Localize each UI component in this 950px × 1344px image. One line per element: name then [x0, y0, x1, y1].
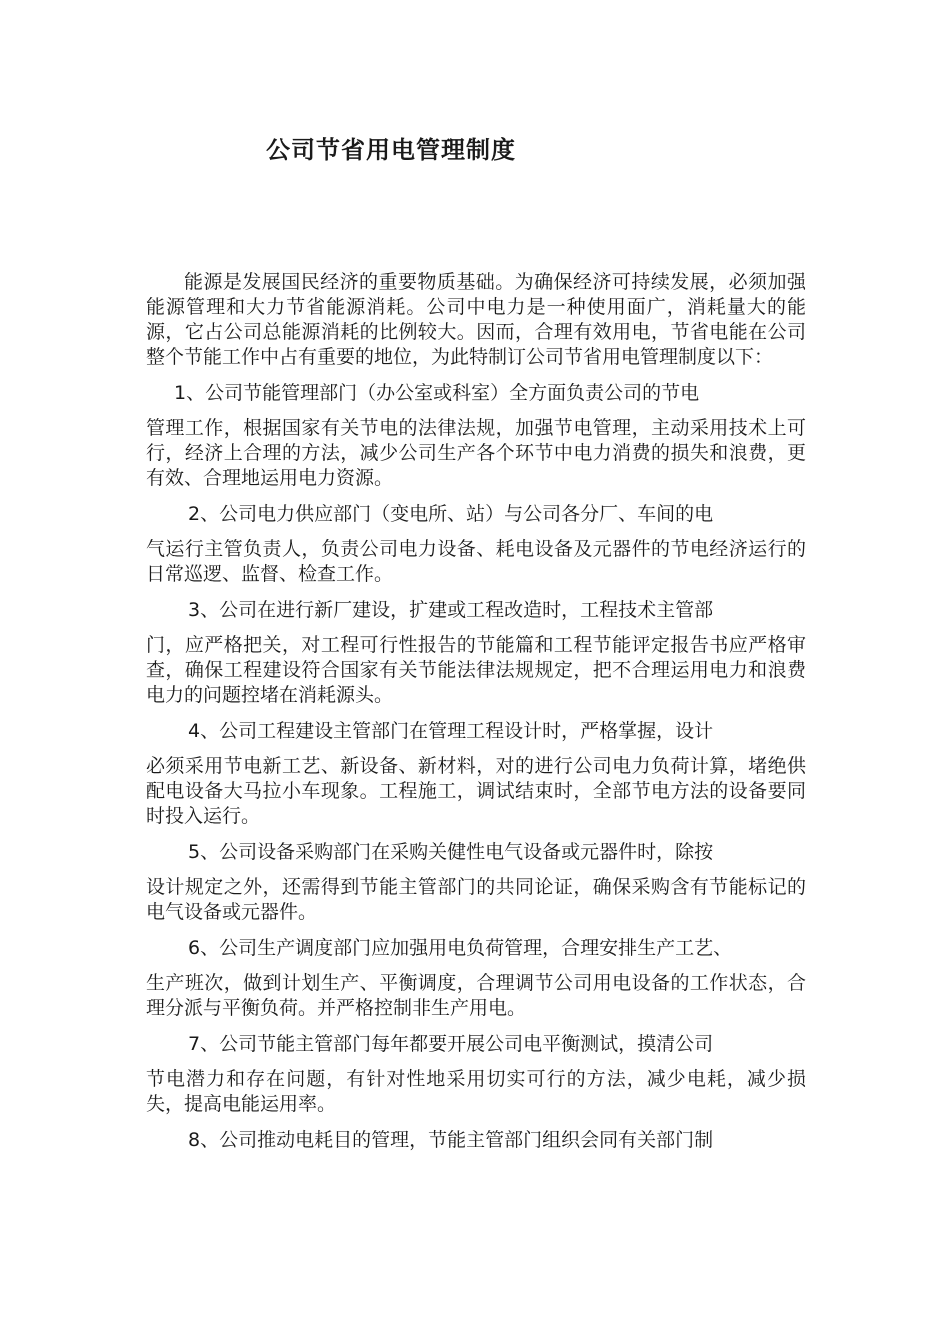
list-item-continuation: 门，应严格把关，对工程可行性报告的节能篇和工程节能评定报告书应严格审查，确保工程建设符合国家有关节能法律法规规定，把不合理运用电力和浪费电力的问题控堵在消耗源头。	[146, 634, 806, 706]
list-item-first-line: 2、公司电力供应部门（变电所、站）与公司各分厂、车间的电	[188, 503, 714, 525]
document-body	[146, 270, 806, 1163]
list-item	[146, 1128, 806, 1153]
list-item-first-line: 5、公司设备采购部门在采购关健性电气设备或元器件时，除按	[188, 841, 714, 863]
list-item	[146, 598, 806, 708]
list-item-continuation: 必须采用节电新工艺、新设备、新材料，对的进行公司电力负荷计算，堵绝供配电设备大马拉小车现象。工程施工，调试结束时，全部节电方法的设备要同时投入运行。	[146, 755, 806, 827]
list-item-first-line: 7、公司节能主管部门每年都要开展公司电平衡测试，摸清公司	[188, 1033, 714, 1055]
list-item-first-line: 4、公司工程建设主管部门在管理工程设计时，严格掌握，设计	[188, 720, 714, 742]
list-item-first-line: 8、公司推动电耗目的管理，节能主管部门组织会同有关部门制	[188, 1129, 714, 1151]
list-item-continuation: 气运行主管负责人，负责公司电力设备、耗电设备及元器件的节电经济运行的日常巡逻、监督、检查工作。	[146, 538, 806, 585]
list-item	[146, 502, 806, 587]
list-item	[146, 840, 806, 925]
list-item-continuation: 管理工作，根据国家有关节电的法律法规，加强节电管理，主动采用技术上可行，经济上合理的方法，减少公司生产各个环节中电力消费的损失和浪费，更有效、合理地运用电力资源。	[146, 417, 806, 489]
list-item	[146, 936, 806, 1021]
list-item	[146, 1032, 806, 1117]
list-item-continuation: 设计规定之外，还需得到节能主管部门的共同论证，确保采购含有节能标记的电气设备或元器件。	[146, 876, 806, 923]
list-item-first-line: 1、公司节能管理部门（办公室或科室）全方面负责公司的节电	[174, 382, 700, 404]
list-item-first-line: 6、公司生产调度部门应加强用电负荷管理，合理安排生产工艺、	[188, 937, 733, 959]
document-title: 公司节省用电管理制度	[266, 136, 516, 164]
list-item-continuation: 节电潜力和存在问题，有针对性地采用切实可行的方法，减少电耗，减少损失，提高电能运用率。	[146, 1068, 806, 1115]
intro-paragraph: 能源是发展国民经济的重要物质基础。为确保经济可持续发展，必须加强能源管理和大力节省能源消耗。公司中电力是一种使用面广，消耗量大的能源，它占公司总能源消耗的比例较大。因而，合理有效用电，节省电能在公司整个节能工作中占有重要的地位，为此特制订公司节省用电管理制度以下：	[146, 271, 806, 368]
list-item-continuation: 生产班次，做到计划生产、平衡调度，合理调节公司用电设备的工作状态，合理分派与平衡负荷。并严格控制非生产用电。	[146, 972, 806, 1019]
list-item-first-line: 3、公司在进行新厂建设，扩建或工程改造时，工程技术主管部	[188, 599, 714, 621]
list-item	[146, 381, 806, 491]
list-item	[146, 719, 806, 829]
